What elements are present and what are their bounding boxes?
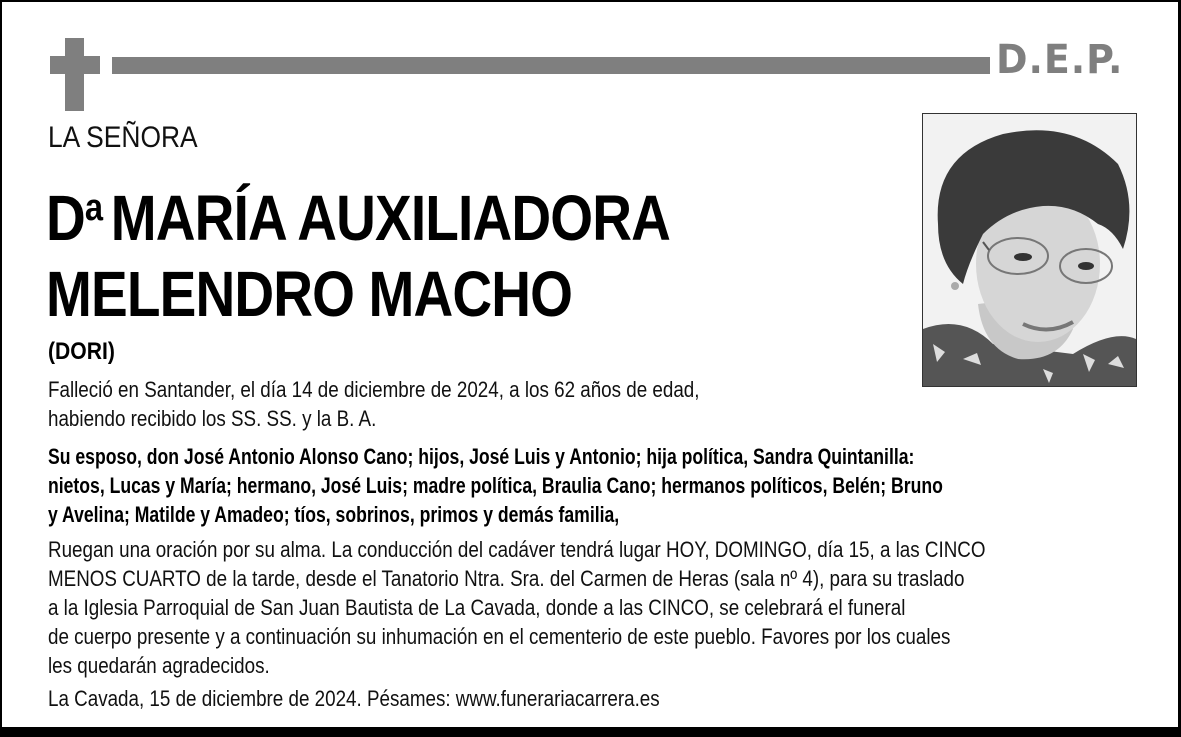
name-line-1: $D^a$ MARÍA AUXILIADORA [46, 182, 670, 254]
service-details: Ruegan una oración por su alma. La conducción del cadáver tendrá lugar HOY, DOMINGO, día 15, a las CINCO MENOS CUARTO de la tarde, desde el Tanatorio Ntra. Sra. del Carmen de Heras (sala nº 4), para su traslado a la Iglesia Parroquial de San Juan Bautista de La Cavada, donde a las CINCO, se celebrará el funeral de cuerpo presente y a continuación su inhumación en el cementerio de este pueblo. Favores por los cuales les quedarán agradecidos. [48, 537, 986, 678]
death-notice: Falleció en Santander, el día 14 de diciembre de 2024, a los 62 años de edad, habiendo recibido los SS. SS. y la B. A. [48, 377, 700, 431]
portrait-photo [922, 113, 1137, 387]
nickname: (DORI) [48, 338, 115, 365]
family-list: Su esposo, don José Antonio Alonso Cano; hijos, José Luis y Antonio; hija política, Sandra Quintanilla: nietos, Lucas y María; hermano, José Luis; madre política, Braulia Cano; hermanos políticos, Belén; Bruno y Avelina; Matilde y Amadeo; tíos, sobrinos, primos y demás familia, [48, 444, 943, 527]
place-date: La Cavada, 15 de diciembre de 2024. Pésames: [48, 686, 456, 711]
deceased-name [46, 170, 670, 332]
dep-label: D.E.P. [996, 37, 1124, 83]
footer-line [48, 684, 660, 713]
honorific: LA SEÑORA [48, 121, 198, 154]
obituary-card [2, 2, 1178, 727]
condolences-link[interactable]: www.funerariacarrera.es [455, 686, 660, 711]
cross-icon-arm [50, 56, 100, 74]
cross-icon [65, 38, 84, 111]
portrait-image [923, 114, 1136, 386]
name-line-2: MELENDRO MACHO [46, 258, 573, 330]
header-rule [112, 57, 990, 74]
